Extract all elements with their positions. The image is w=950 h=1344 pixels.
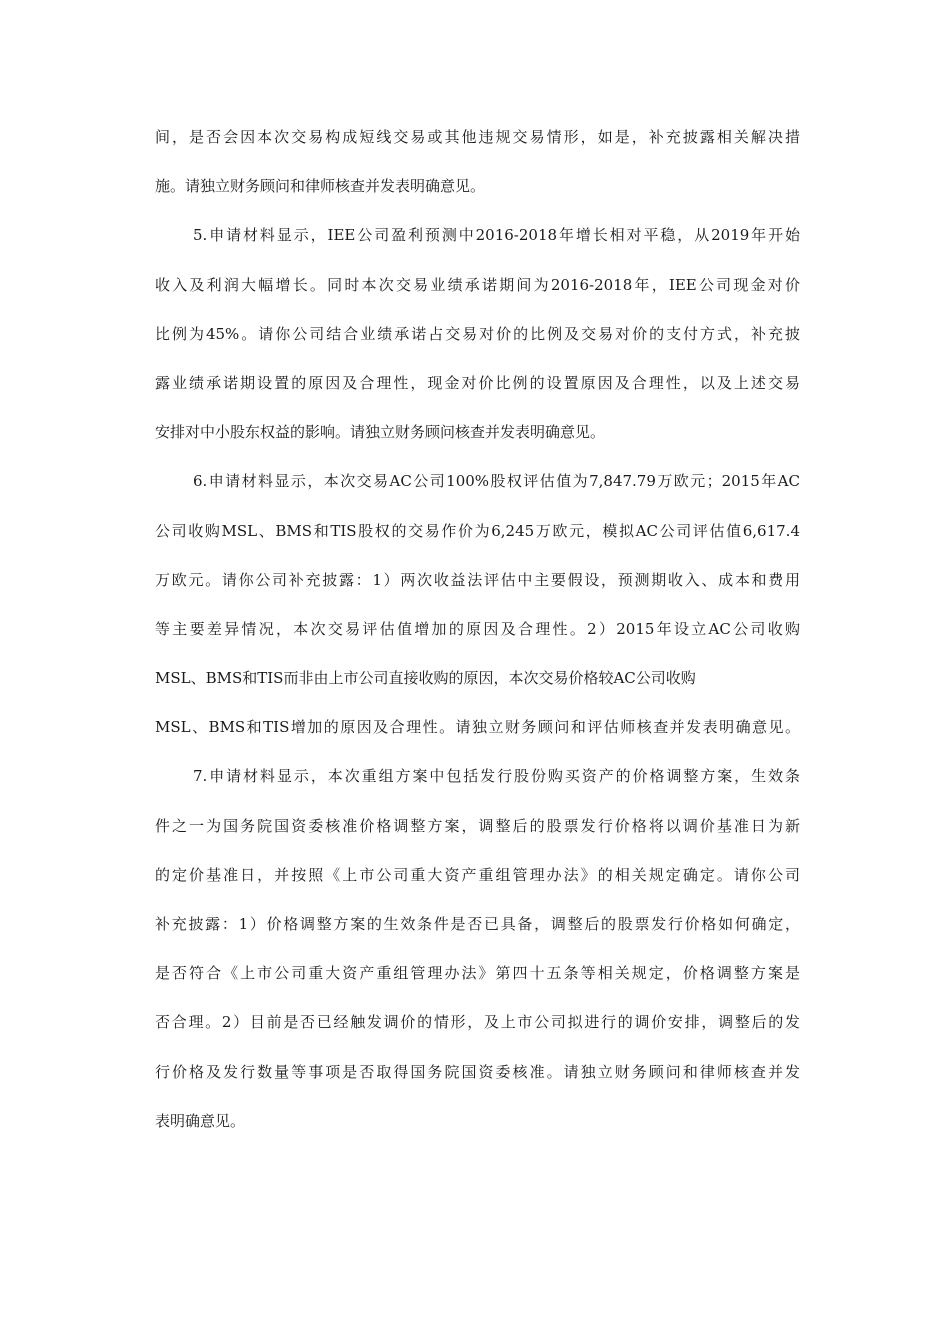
paragraph-first-line: 7.申请材料显示，本次重组方案中包括发行股份购买资产的价格调整方案，生效条 — [193, 767, 800, 786]
text-line: 收入及利润大幅增长。同时本次交易业绩承诺期间为2016-2018年，IEE公司现金对价 — [155, 275, 800, 294]
text-line: 件之一为国务院国资委核准价格调整方案，调整后的股票发行价格将以调价基准日为新 — [155, 816, 800, 835]
paragraph-first-line: 6.申请材料显示，本次交易AC公司100%股权评估值为7,847.79万欧元；2015年AC — [193, 472, 800, 491]
text-line: 是否符合《上市公司重大资产重组管理办法》第四十五条等相关规定，价格调整方案是 — [155, 964, 800, 983]
text-line: 比例为45%。请你公司结合业绩承诺占交易对价的比例及交易对价的支付方式，补充披 — [155, 324, 800, 343]
text-line: 公司收购MSL、BMS和TIS股权的交易作价为6,245万欧元，模拟AC公司评估值6,617.4 — [155, 521, 800, 540]
text-line: 补充披露：1）价格调整方案的生效条件是否已具备，调整后的股票发行价格如何确定， — [155, 915, 800, 933]
text-line: 施。请独立财务顾问和律师核查并发表明确意见。 — [155, 177, 486, 196]
text-line: 表明确意见。 — [155, 1111, 246, 1130]
text-line: 间，是否会因本次交易构成短线交易或其他违规交易情形，如是，补充披露相关解决措 — [155, 128, 800, 146]
text-line: 万欧元。请你公司补充披露：1）两次收益法评估中主要假设，预测期收入、成本和费用 — [155, 570, 800, 589]
document-body — [155, 120, 800, 1153]
text-line: 安排对中小股东权益的影响。请独立财务顾问核查并发表明确意见。 — [155, 423, 606, 442]
text-line: 露业绩承诺期设置的原因及合理性，现金对价比例的设置原因及合理性，以及上述交易 — [155, 373, 800, 392]
text-line: 的定价基准日，并按照《上市公司重大资产重组管理办法》的相关规定确定。请你公司 — [155, 865, 800, 884]
text-line: MSL、BMS和TIS增加的原因及合理性。请独立财务顾问和评估师核查并发表明确意见。 — [155, 718, 800, 737]
paragraph-first-line: 5.申请材料显示，IEE公司盈利预测中2016-2018年增长相对平稳，从2019年开始 — [193, 226, 800, 245]
text-line: 否合理。2）目前是否已经触发调价的情形，及上市公司拟进行的调价安排，调整后的发 — [155, 1013, 800, 1032]
text-line: 等主要差异情况，本次交易评估值增加的原因及合理性。2）2015年设立AC公司收购 — [155, 619, 800, 638]
text-line: 行价格及发行数量等事项是否取得国务院国资委核准。请独立财务顾问和律师核查并发 — [155, 1062, 800, 1081]
text-line: MSL、BMS和TIS而非由上市公司直接收购的原因，本次交易价格较AC公司收购 — [155, 669, 696, 688]
